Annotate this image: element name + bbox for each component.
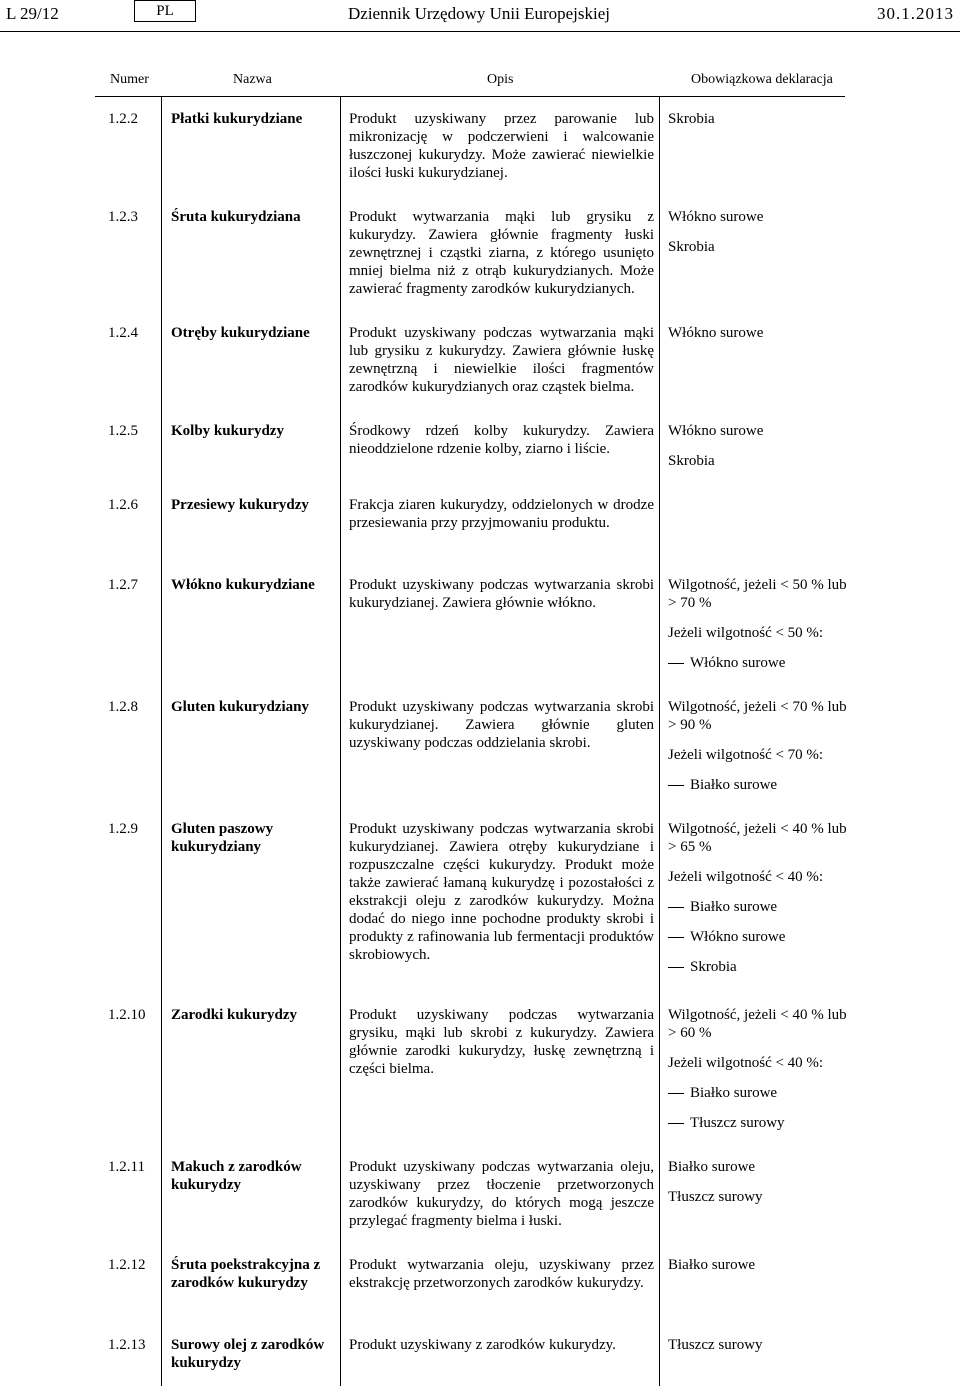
column-header-declaration: Obowiązkowa deklaracja	[691, 72, 833, 87]
journal-title: Dziennik Urzędowy Unii Europejskiej	[348, 4, 611, 23]
declaration-dash-item: Białko surowe	[668, 898, 858, 916]
declaration-line: Białko surowe	[668, 1257, 756, 1273]
row-name: Zarodki kukurydzy	[171, 1007, 298, 1023]
row-declaration	[668, 1158, 858, 1206]
declaration-line: Włókno surowe	[668, 325, 764, 341]
declaration-line: Wilgotność, jeżeli < 40 % lub > 65 %	[668, 821, 847, 855]
declaration-dash-item: Białko surowe	[668, 1084, 858, 1102]
declaration-line: Jeżeli wilgotność < 50 %:	[668, 625, 824, 641]
row-name: Gluten paszowy kukurydziany	[171, 821, 274, 855]
declaration-line: Skrobia	[668, 453, 715, 469]
row-declaration	[668, 576, 858, 672]
row-description: Produkt uzyskiwany podczas wytwarzania oleju, uzyskiwany przez tłoczenie przetworzonych zarodków kukurydzy, do których mogą jeszcze przylegać fragmenty bielma i łuski.	[349, 1159, 654, 1229]
page-reference: L 29/12	[6, 4, 59, 23]
row-number: 1.2.2	[108, 111, 138, 127]
row-name: Włókno kukurydziane	[171, 577, 315, 593]
declaration-line: Wilgotność, jeżeli < 40 % lub > 60 %	[668, 1007, 847, 1041]
row-description: Produkt wytwarzania oleju, uzyskiwany przez ekstrakcję przetworzonych zarodków kukurydzy.	[349, 1257, 654, 1291]
publication-date: 30.1.2013	[877, 4, 954, 23]
declaration-dash-item: Skrobia	[668, 958, 858, 976]
row-name: Kolby kukurydzy	[171, 423, 284, 439]
column-header-description: Opis	[487, 72, 514, 87]
column-divider	[161, 97, 162, 1386]
row-name: Gluten kukurydziany	[171, 699, 309, 715]
row-description: Produkt uzyskiwany podczas wytwarzania grysiku, mąki lub skrobi z kukurydzy. Zawiera głównie zarodki kukurydzy, łuskę zewnętrzną i części bielma.	[349, 1007, 654, 1077]
row-number: 1.2.12	[108, 1257, 146, 1273]
row-name: Śruta poekstrakcyjna z zarodków kukurydzy	[171, 1257, 321, 1291]
row-number: 1.2.9	[108, 821, 138, 837]
language-badge: PL	[134, 0, 196, 22]
row-declaration	[668, 110, 858, 128]
column-header-name: Nazwa	[233, 72, 272, 87]
declaration-line: Białko surowe	[668, 1159, 756, 1175]
declaration-line: Jeżeli wilgotność < 40 %:	[668, 1055, 824, 1071]
row-name: Otręby kukurydziane	[171, 325, 310, 341]
row-name: Makuch z zarodków kukurydzy	[171, 1159, 302, 1193]
row-description: Produkt uzyskiwany podczas wytwarzania skrobi kukurydzianej. Zawiera otręby kukurydziane i rozpuszczalne części kukurydzy. Produkt może także zawierać łamaną kukurydzę i pozostałości z ekstrakcji oleju z zarodków kukurydzy. Można dodać do niego inne pochodne produkty skrobi i produkty z rafinowania lub fermentacji produktów skrobiowych.	[349, 821, 654, 963]
declaration-line: Wilgotność, jeżeli < 50 % lub > 70 %	[668, 577, 847, 611]
declaration-line: Włókno surowe	[668, 423, 764, 439]
row-description: Produkt wytwarzania mąki lub grysiku z kukurydzy. Zawiera głównie fragmenty łuski zewnętrznej i cząstki ziarna, z którego usunięto mniej bielma niż z otrąb kukurydzianych. Może zawierać fragmenty zarodków kukurydzianych.	[349, 209, 654, 297]
row-name: Surowy olej z zarodków kukurydzy	[171, 1337, 325, 1371]
declaration-dash-item: Włókno surowe	[668, 928, 858, 946]
row-number: 1.2.6	[108, 497, 138, 513]
row-number: 1.2.13	[108, 1337, 146, 1353]
row-description: Środkowy rdzeń kolby kukurydzy. Zawiera nieoddzielone rdzenie kolby, ziarno i liście.	[349, 423, 654, 457]
declaration-line: Wilgotność, jeżeli < 70 % lub > 90 %	[668, 699, 847, 733]
declaration-line: Włókno surowe	[668, 209, 764, 225]
row-number: 1.2.7	[108, 577, 138, 593]
row-declaration	[668, 820, 858, 976]
row-declaration	[668, 1006, 858, 1132]
row-declaration	[668, 1336, 858, 1354]
row-number: 1.2.10	[108, 1007, 146, 1023]
row-declaration	[668, 324, 858, 342]
row-name: Płatki kukurydziane	[171, 111, 303, 127]
declaration-line: Tłuszcz surowy	[668, 1189, 763, 1205]
row-description: Produkt uzyskiwany przez parowanie lub mikronizację w podczerwieni i walcowanie łuszczonej kukurydzy. Może zawierać niewielkie ilości łuski kukurydzianej.	[349, 111, 654, 181]
declaration-dash-item: Tłuszcz surowy	[668, 1114, 858, 1132]
header-divider	[0, 31, 960, 32]
row-description: Produkt uzyskiwany podczas wytwarzania skrobi kukurydzianej. Zawiera głównie gluten uzyskiwany podczas oddzielania skrobi.	[349, 699, 654, 751]
row-description: Produkt uzyskiwany z zarodków kukurydzy.	[349, 1337, 616, 1353]
row-description: Produkt uzyskiwany podczas wytwarzania skrobi kukurydzianej. Zawiera głównie włókno.	[349, 577, 654, 611]
declaration-line: Skrobia	[668, 111, 715, 127]
row-description: Produkt uzyskiwany podczas wytwarzania mąki lub grysiku z kukurydzy. Zawiera głównie łuskę zewnętrzną i niewielkie ilości fragmentów zarodków kukurydzianych oraz cząstek bielma.	[349, 325, 654, 395]
declaration-dash-item: Włókno surowe	[668, 654, 858, 672]
declaration-line: Skrobia	[668, 239, 715, 255]
row-name: Śruta kukurydziana	[171, 209, 301, 225]
page-header	[0, 0, 960, 30]
column-divider	[659, 97, 660, 1386]
declaration-line: Tłuszcz surowy	[668, 1337, 763, 1353]
declaration-line: Jeżeli wilgotność < 70 %:	[668, 747, 824, 763]
row-number: 1.2.5	[108, 423, 138, 439]
table-header-divider	[95, 96, 845, 97]
declaration-dash-item: Białko surowe	[668, 776, 858, 794]
row-description: Frakcja ziaren kukurydzy, oddzielonych w drodze przesiewania przy przyjmowaniu produktu.	[349, 497, 654, 531]
row-declaration	[668, 1256, 858, 1274]
row-number: 1.2.8	[108, 699, 138, 715]
row-name: Przesiewy kukurydzy	[171, 497, 309, 513]
column-header-number: Numer	[110, 72, 149, 87]
row-number: 1.2.3	[108, 209, 138, 225]
row-declaration	[668, 698, 858, 794]
row-number: 1.2.11	[108, 1159, 145, 1175]
row-number: 1.2.4	[108, 325, 138, 341]
row-declaration	[668, 208, 858, 256]
row-declaration	[668, 422, 858, 470]
declaration-line: Jeżeli wilgotność < 40 %:	[668, 869, 824, 885]
